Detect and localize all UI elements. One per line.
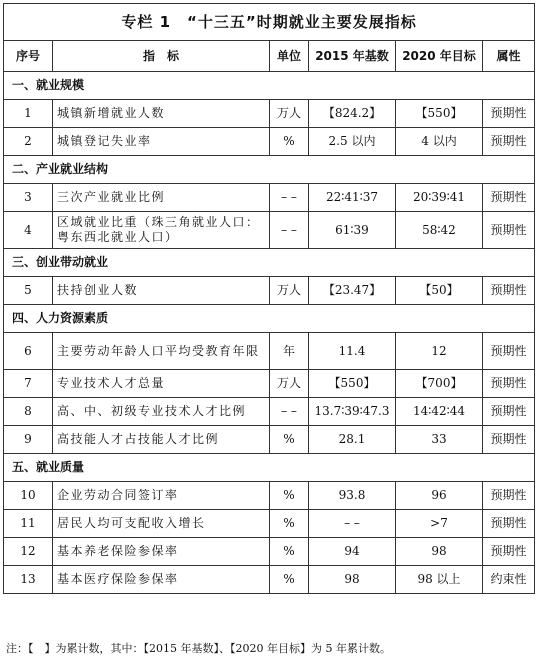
cell-target: 【700】 bbox=[396, 370, 483, 398]
cell-attr: 预期性 bbox=[483, 510, 535, 538]
table-row bbox=[4, 510, 535, 538]
cell-unit: % bbox=[270, 566, 309, 594]
table-body bbox=[4, 72, 535, 594]
cell-indicator: 城镇新增就业人数 bbox=[53, 100, 270, 128]
indicator-table bbox=[3, 3, 535, 594]
cell-indicator: 高、中、初级专业技术人才比例 bbox=[53, 398, 270, 426]
table-row bbox=[4, 426, 535, 454]
cell-indicator: 城镇登记失业率 bbox=[53, 128, 270, 156]
cell-indicator: 主要劳动年龄人口平均受教育年限 bbox=[53, 333, 270, 370]
cell-target: 98 bbox=[396, 538, 483, 566]
table-row bbox=[4, 212, 535, 249]
cell-base: 28.1 bbox=[309, 426, 396, 454]
cell-indicator: 专业技术人才总量 bbox=[53, 370, 270, 398]
cell-no: 9 bbox=[4, 426, 53, 454]
cell-attr: 预期性 bbox=[483, 426, 535, 454]
header-unit: 单位 bbox=[270, 41, 309, 72]
cell-target: 14∶42∶44 bbox=[396, 398, 483, 426]
cell-indicator: 三次产业就业比例 bbox=[53, 184, 270, 212]
cell-unit: % bbox=[270, 538, 309, 566]
section-row bbox=[4, 305, 535, 333]
table-row bbox=[4, 398, 535, 426]
cell-attr: 预期性 bbox=[483, 212, 535, 249]
cell-indicator: 居民人均可支配收入增长 bbox=[53, 510, 270, 538]
section-row bbox=[4, 156, 535, 184]
cell-indicator: 区域就业比重（珠三角就业人口：粤东西北就业人口） bbox=[53, 212, 270, 249]
cell-no: 5 bbox=[4, 277, 53, 305]
cell-unit: % bbox=[270, 510, 309, 538]
section-row bbox=[4, 249, 535, 277]
cell-unit: – – bbox=[270, 398, 309, 426]
cell-unit: – – bbox=[270, 212, 309, 249]
cell-unit: % bbox=[270, 482, 309, 510]
cell-target: 【50】 bbox=[396, 277, 483, 305]
cell-no: 4 bbox=[4, 212, 53, 249]
cell-base: 【550】 bbox=[309, 370, 396, 398]
header-row bbox=[4, 41, 535, 72]
section-row bbox=[4, 72, 535, 100]
header-attr: 属性 bbox=[483, 41, 535, 72]
cell-attr: 预期性 bbox=[483, 333, 535, 370]
cell-target: 【550】 bbox=[396, 100, 483, 128]
cell-attr: 预期性 bbox=[483, 128, 535, 156]
cell-unit: % bbox=[270, 128, 309, 156]
header-target: 2020 年目标 bbox=[396, 41, 483, 72]
cell-attr: 预期性 bbox=[483, 398, 535, 426]
cell-attr: 预期性 bbox=[483, 184, 535, 212]
cell-indicator: 高技能人才占技能人才比例 bbox=[53, 426, 270, 454]
cell-attr: 预期性 bbox=[483, 482, 535, 510]
cell-target: 12 bbox=[396, 333, 483, 370]
cell-no: 1 bbox=[4, 100, 53, 128]
cell-indicator: 扶持创业人数 bbox=[53, 277, 270, 305]
cell-target: 98 以上 bbox=[396, 566, 483, 594]
section-label: 四、人力资源素质 bbox=[4, 305, 535, 333]
header-indicator: 指 标 bbox=[53, 41, 270, 72]
cell-target: 58∶42 bbox=[396, 212, 483, 249]
header-base: 2015 年基数 bbox=[309, 41, 396, 72]
cell-no: 3 bbox=[4, 184, 53, 212]
cell-unit: 万人 bbox=[270, 100, 309, 128]
cell-target: 4 以内 bbox=[396, 128, 483, 156]
cell-attr: 约束性 bbox=[483, 566, 535, 594]
header-no: 序号 bbox=[4, 41, 53, 72]
cell-no: 13 bbox=[4, 566, 53, 594]
table-row bbox=[4, 100, 535, 128]
cell-no: 8 bbox=[4, 398, 53, 426]
table-row bbox=[4, 277, 535, 305]
cell-base: 【824.2】 bbox=[309, 100, 396, 128]
cell-base: 61∶39 bbox=[309, 212, 396, 249]
section-label: 五、就业质量 bbox=[4, 454, 535, 482]
cell-indicator: 基本养老保险参保率 bbox=[53, 538, 270, 566]
cell-no: 7 bbox=[4, 370, 53, 398]
cell-base: 98 bbox=[309, 566, 396, 594]
cell-no: 11 bbox=[4, 510, 53, 538]
section-label: 三、创业带动就业 bbox=[4, 249, 535, 277]
cell-target: 20∶39∶41 bbox=[396, 184, 483, 212]
cell-indicator: 基本医疗保险参保率 bbox=[53, 566, 270, 594]
cell-indicator: 企业劳动合同签订率 bbox=[53, 482, 270, 510]
cell-unit: 万人 bbox=[270, 277, 309, 305]
cell-target: >7 bbox=[396, 510, 483, 538]
cell-no: 2 bbox=[4, 128, 53, 156]
indicator-table-panel bbox=[3, 3, 534, 594]
cell-base: 22∶41∶37 bbox=[309, 184, 396, 212]
section-label: 二、产业就业结构 bbox=[4, 156, 535, 184]
cell-base: 2.5 以内 bbox=[309, 128, 396, 156]
table-row bbox=[4, 538, 535, 566]
table-row bbox=[4, 566, 535, 594]
table-row bbox=[4, 128, 535, 156]
cell-attr: 预期性 bbox=[483, 100, 535, 128]
cell-unit: 年 bbox=[270, 333, 309, 370]
table-title: 专栏 1 “十三五”时期就业主要发展指标 bbox=[4, 4, 535, 41]
table-row bbox=[4, 370, 535, 398]
section-row bbox=[4, 454, 535, 482]
cell-base: 13.7∶39∶47.3 bbox=[309, 398, 396, 426]
cell-no: 6 bbox=[4, 333, 53, 370]
cell-base: – – bbox=[309, 510, 396, 538]
cell-unit: – – bbox=[270, 184, 309, 212]
table-row bbox=[4, 333, 535, 370]
table-footnote: 注：【 】为累计数，其中：【2015 年基数】、【2020 年目标】为 5 年累计数。 bbox=[6, 642, 391, 655]
cell-base: 94 bbox=[309, 538, 396, 566]
cell-unit: % bbox=[270, 426, 309, 454]
section-label: 一、就业规模 bbox=[4, 72, 535, 100]
cell-attr: 预期性 bbox=[483, 277, 535, 305]
cell-base: 93.8 bbox=[309, 482, 396, 510]
cell-no: 10 bbox=[4, 482, 53, 510]
cell-unit: 万人 bbox=[270, 370, 309, 398]
table-row bbox=[4, 184, 535, 212]
cell-attr: 预期性 bbox=[483, 538, 535, 566]
cell-no: 12 bbox=[4, 538, 53, 566]
cell-base: 【23.47】 bbox=[309, 277, 396, 305]
cell-base: 11.4 bbox=[309, 333, 396, 370]
cell-target: 33 bbox=[396, 426, 483, 454]
cell-target: 96 bbox=[396, 482, 483, 510]
table-row bbox=[4, 482, 535, 510]
cell-attr: 预期性 bbox=[483, 370, 535, 398]
